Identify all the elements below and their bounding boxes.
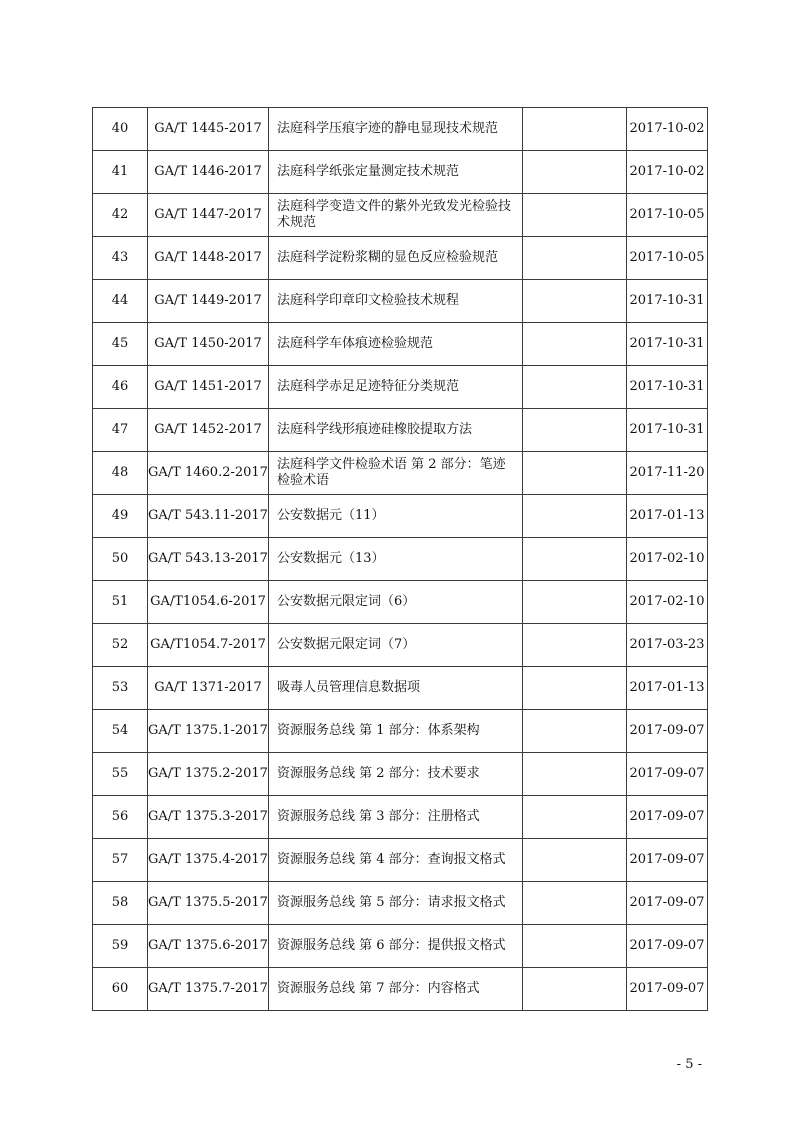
row-number: 44 — [93, 280, 148, 323]
table-row — [93, 667, 708, 710]
note-cell — [523, 495, 627, 538]
implementation-date: 2017-01-13 — [627, 667, 708, 710]
implementation-date: 2017-09-07 — [627, 968, 708, 1011]
table-row — [93, 409, 708, 452]
table-row — [93, 495, 708, 538]
standard-name: 公安数据元（13） — [269, 538, 523, 581]
note-cell — [523, 366, 627, 409]
implementation-date: 2017-10-02 — [627, 151, 708, 194]
row-number: 45 — [93, 323, 148, 366]
row-number: 52 — [93, 624, 148, 667]
standard-code: GA/T 1446-2017 — [148, 151, 269, 194]
note-cell — [523, 581, 627, 624]
note-cell — [523, 108, 627, 151]
standard-code: GA/T 1375.5-2017 — [148, 882, 269, 925]
standard-name: 公安数据元限定词（6） — [269, 581, 523, 624]
implementation-date: 2017-03-23 — [627, 624, 708, 667]
implementation-date: 2017-02-10 — [627, 538, 708, 581]
standard-name: 资源服务总线 第 3 部分：注册格式 — [269, 796, 523, 839]
table-row — [93, 710, 708, 753]
standard-name: 法庭科学印章印文检验技术规程 — [269, 280, 523, 323]
note-cell — [523, 753, 627, 796]
standard-name: 公安数据元（11） — [269, 495, 523, 538]
implementation-date: 2017-09-07 — [627, 710, 708, 753]
standards-table — [92, 107, 708, 1011]
table-row — [93, 452, 708, 495]
table-row — [93, 753, 708, 796]
note-cell — [523, 667, 627, 710]
implementation-date: 2017-10-02 — [627, 108, 708, 151]
standard-code: GA/T 1451-2017 — [148, 366, 269, 409]
row-number: 43 — [93, 237, 148, 280]
row-number: 59 — [93, 925, 148, 968]
table-row — [93, 237, 708, 280]
implementation-date: 2017-09-07 — [627, 882, 708, 925]
standard-code: GA/T 543.13-2017 — [148, 538, 269, 581]
page-number: - 5 - — [676, 1057, 702, 1072]
standard-name: 法庭科学变造文件的紫外光致发光检验技术规范 — [269, 194, 523, 237]
table-row — [93, 624, 708, 667]
standard-code: GA/T 1445-2017 — [148, 108, 269, 151]
row-number: 58 — [93, 882, 148, 925]
table-row — [93, 323, 708, 366]
table-row — [93, 151, 708, 194]
standard-name: 资源服务总线 第 4 部分：查询报文格式 — [269, 839, 523, 882]
row-number: 57 — [93, 839, 148, 882]
note-cell — [523, 796, 627, 839]
row-number: 47 — [93, 409, 148, 452]
row-number: 49 — [93, 495, 148, 538]
implementation-date: 2017-01-13 — [627, 495, 708, 538]
note-cell — [523, 968, 627, 1011]
implementation-date: 2017-10-05 — [627, 194, 708, 237]
standard-code: GA/T 1448-2017 — [148, 237, 269, 280]
note-cell — [523, 409, 627, 452]
standard-name: 法庭科学文件检验术语 第 2 部分：笔迹检验术语 — [269, 452, 523, 495]
standard-code: GA/T 543.11-2017 — [148, 495, 269, 538]
implementation-date: 2017-02-10 — [627, 581, 708, 624]
standard-code: GA/T 1460.2-2017 — [148, 452, 269, 495]
row-number: 48 — [93, 452, 148, 495]
note-cell — [523, 452, 627, 495]
table-row — [93, 280, 708, 323]
standard-name: 公安数据元限定词（7） — [269, 624, 523, 667]
standard-code: GA/T 1375.6-2017 — [148, 925, 269, 968]
note-cell — [523, 925, 627, 968]
table-row — [93, 581, 708, 624]
row-number: 56 — [93, 796, 148, 839]
standard-code: GA/T 1450-2017 — [148, 323, 269, 366]
implementation-date: 2017-10-31 — [627, 366, 708, 409]
row-number: 41 — [93, 151, 148, 194]
row-number: 51 — [93, 581, 148, 624]
table-row — [93, 882, 708, 925]
standard-code: GA/T 1452-2017 — [148, 409, 269, 452]
implementation-date: 2017-09-07 — [627, 925, 708, 968]
row-number: 42 — [93, 194, 148, 237]
standard-name: 资源服务总线 第 1 部分：体系架构 — [269, 710, 523, 753]
standard-code: GA/T 1449-2017 — [148, 280, 269, 323]
note-cell — [523, 280, 627, 323]
implementation-date: 2017-11-20 — [627, 452, 708, 495]
standard-code: GA/T 1447-2017 — [148, 194, 269, 237]
implementation-date: 2017-09-07 — [627, 753, 708, 796]
table-row — [93, 968, 708, 1011]
standard-name: 法庭科学线形痕迹硅橡胶提取方法 — [269, 409, 523, 452]
note-cell — [523, 151, 627, 194]
table-row — [93, 538, 708, 581]
standard-code: GA/T 1375.7-2017 — [148, 968, 269, 1011]
standard-code: GA/T1054.6-2017 — [148, 581, 269, 624]
table-row — [93, 366, 708, 409]
standard-name: 法庭科学压痕字迹的静电显现技术规范 — [269, 108, 523, 151]
implementation-date: 2017-09-07 — [627, 839, 708, 882]
standard-name: 法庭科学淀粉浆糊的显色反应检验规范 — [269, 237, 523, 280]
standard-code: GA/T 1371-2017 — [148, 667, 269, 710]
note-cell — [523, 882, 627, 925]
table-body — [93, 108, 708, 1011]
note-cell — [523, 323, 627, 366]
standard-name: 资源服务总线 第 2 部分：技术要求 — [269, 753, 523, 796]
standard-code: GA/T 1375.3-2017 — [148, 796, 269, 839]
standard-code: GA/T 1375.4-2017 — [148, 839, 269, 882]
table-row — [93, 108, 708, 151]
table-row — [93, 839, 708, 882]
table-row — [93, 796, 708, 839]
note-cell — [523, 839, 627, 882]
standard-name: 法庭科学赤足足迹特征分类规范 — [269, 366, 523, 409]
row-number: 53 — [93, 667, 148, 710]
implementation-date: 2017-10-31 — [627, 409, 708, 452]
row-number: 50 — [93, 538, 148, 581]
row-number: 60 — [93, 968, 148, 1011]
standard-code: GA/T1054.7-2017 — [148, 624, 269, 667]
standard-name: 资源服务总线 第 7 部分：内容格式 — [269, 968, 523, 1011]
row-number: 55 — [93, 753, 148, 796]
standard-code: GA/T 1375.1-2017 — [148, 710, 269, 753]
table-row — [93, 194, 708, 237]
standard-code: GA/T 1375.2-2017 — [148, 753, 269, 796]
standard-name: 吸毒人员管理信息数据项 — [269, 667, 523, 710]
implementation-date: 2017-09-07 — [627, 796, 708, 839]
implementation-date: 2017-10-31 — [627, 280, 708, 323]
note-cell — [523, 538, 627, 581]
table-row — [93, 925, 708, 968]
implementation-date: 2017-10-31 — [627, 323, 708, 366]
row-number: 54 — [93, 710, 148, 753]
standard-name: 资源服务总线 第 6 部分：提供报文格式 — [269, 925, 523, 968]
note-cell — [523, 194, 627, 237]
row-number: 46 — [93, 366, 148, 409]
note-cell — [523, 710, 627, 753]
note-cell — [523, 237, 627, 280]
standard-name: 法庭科学纸张定量测定技术规范 — [269, 151, 523, 194]
note-cell — [523, 624, 627, 667]
standard-name: 资源服务总线 第 5 部分：请求报文格式 — [269, 882, 523, 925]
row-number: 40 — [93, 108, 148, 151]
standard-name: 法庭科学车体痕迹检验规范 — [269, 323, 523, 366]
implementation-date: 2017-10-05 — [627, 237, 708, 280]
